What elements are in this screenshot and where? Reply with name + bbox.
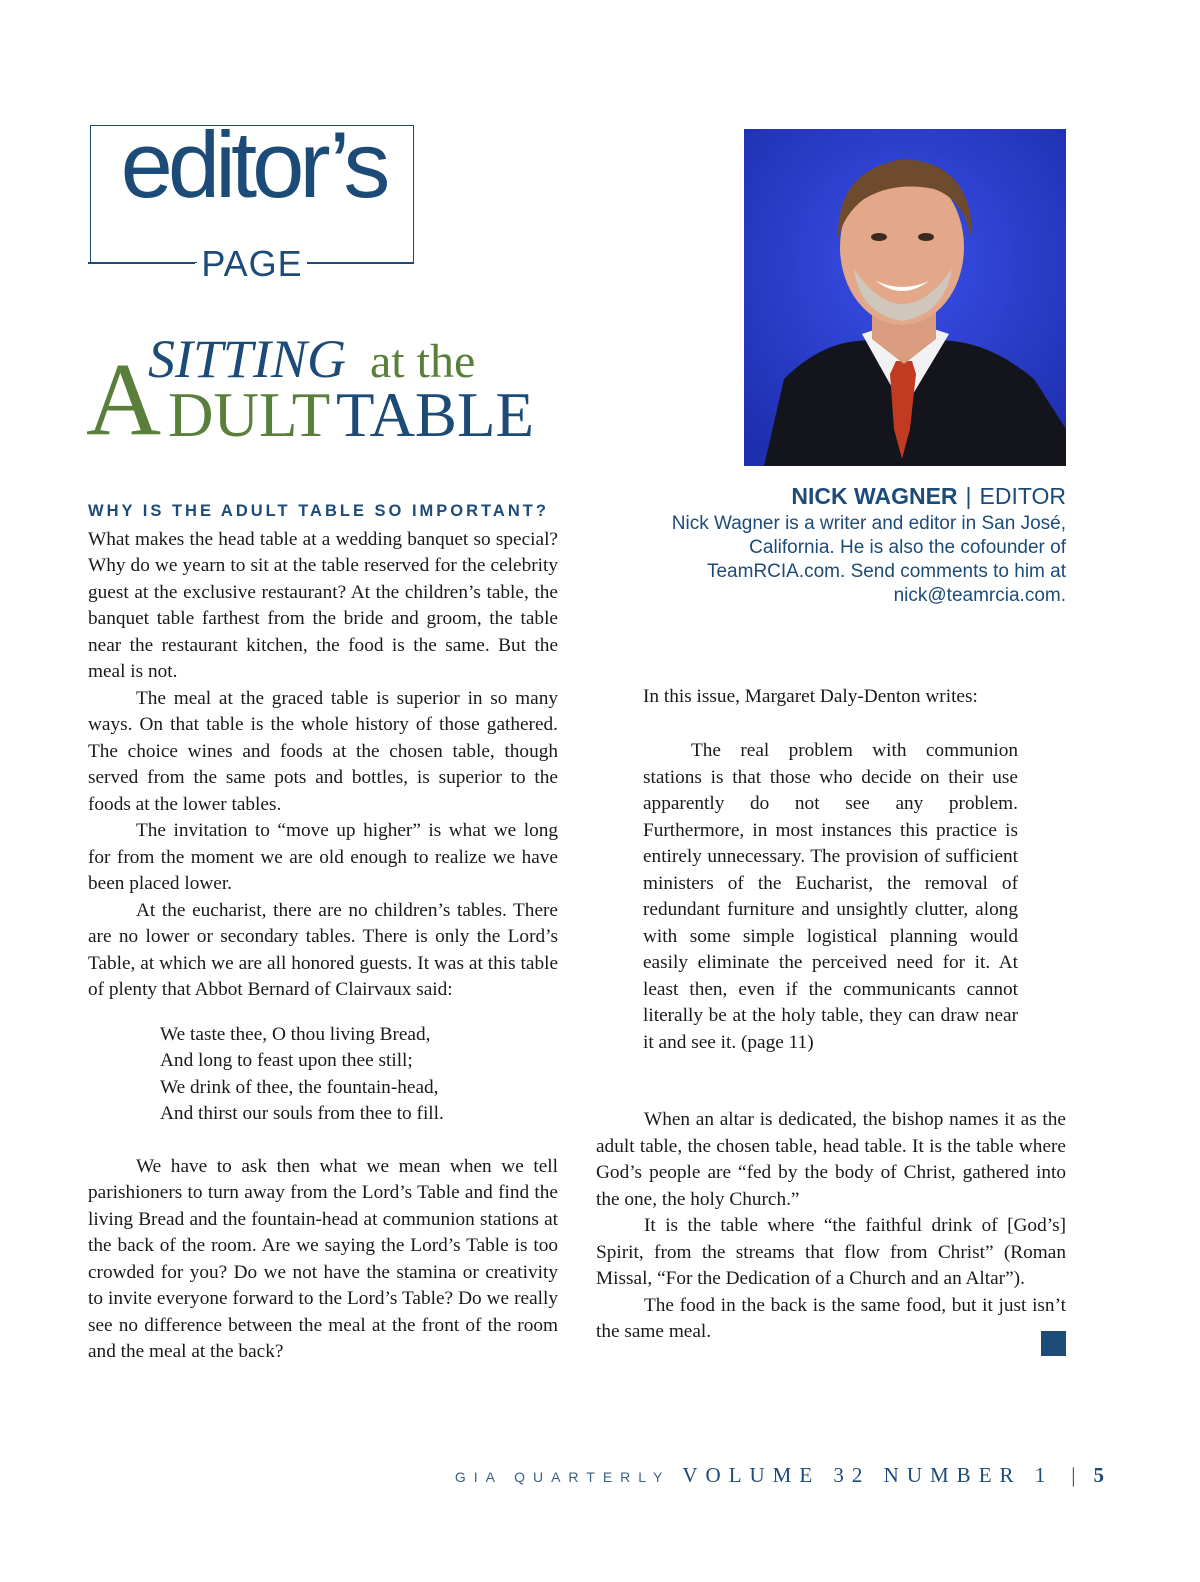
editor-name: NICK WAGNER (791, 483, 958, 509)
poem-line: And long to feast upon thee still; (160, 1050, 413, 1071)
paragraph: The food in the back is the same food, but it just isn’t the same meal. (596, 1294, 1066, 1342)
paragraph: We have to ask then what we mean when we tell parishioners to turn away from the Lord’s Table and find the living Bread and the fountain-head at communion stations at the back of the room. Are we saying the Lord’s Table is too crowded for you? Do we not have the stamina or creativity to invite everyone forward to the Lord’s Table? Do we really see no difference between the meal at the front of the room and the meal at the back? (88, 1155, 558, 1362)
title-sitting: SITTING (148, 329, 347, 389)
paragraph: The meal at the graced table is superior in so many ways. On that table is the whole history of those gathered. The choice wines and foods at the chosen table, though served from the same pots and bottles, is superior to the foods at the lower tables. (88, 687, 558, 815)
editor-byline (791, 483, 1066, 510)
paragraph: When an altar is dedicated, the bishop names it as the adult table, the chosen table, head table. It is the table where God’s people are “fed by the body of Christ, gathered into the one, the holy Church.” (596, 1109, 1066, 1210)
title-table: TABLE (336, 380, 534, 450)
block-quote (643, 738, 1018, 1056)
paragraph: What makes the head table at a wedding banquet so special? Why do we yearn to sit at the table reserved for the celebrity guest at the exclusive restaurant? At the children’s table, the banquet table farthest from the bride and groom, the table near the restaurant kitchen, the food is the same. But the meal is not. (88, 528, 558, 682)
quote-intro: In this issue, Margaret Daly-Denton writes: (643, 686, 978, 707)
footer-volume: VOLUME 32 NUMBER 1 (682, 1463, 1054, 1487)
poem-line: And thirst our souls from thee to fill. (160, 1103, 444, 1124)
logo-word: editor’s (120, 112, 386, 217)
title-dropcap: A (86, 342, 162, 457)
poem-line: We taste thee, O thou living Bread, (160, 1023, 431, 1045)
portrait-illustration (744, 129, 1066, 466)
section-kicker: WHY IS THE ADULT TABLE SO IMPORTANT? (88, 502, 549, 520)
footer-publication: GIA QUARTERLY (454, 1469, 671, 1485)
byline-separator: | (965, 483, 972, 509)
poem-block (160, 1022, 558, 1128)
page-number: 5 (1093, 1463, 1104, 1487)
page-footer (455, 1463, 1104, 1488)
right-column (596, 1107, 1066, 1346)
title-dult: DULT (168, 380, 331, 450)
logo-page-label: PAGE (88, 243, 416, 285)
paragraph: The invitation to “move up higher” is what we long for from the moment we are old enough to realize we have been placed lower. (88, 820, 558, 894)
editor-role: EDITOR (979, 483, 1066, 509)
editor-bio: Nick Wagner is a writer and editor in San José, California. He is also the cofounder of TeamRCIA.com. Send comments to him at nick@teamrcia.com. (671, 513, 1066, 606)
end-mark-square (1041, 1331, 1066, 1356)
quote-text: The real problem with communion stations is that those who decide on their use apparently do not see any problem. Furthermore, in most instances this practice is entirely unnecessary. The provision of sufficient ministers of the Eucharist, the removal of redundant furniture and unsightly clutter, along with some simple logistical planning would easily eliminate the perceived need for it. At least then, even if the communicants cannot literally be at the holy table, they can draw near it and see it. (page 11) (643, 740, 1018, 1053)
footer-separator: | (1071, 1463, 1076, 1487)
left-column (88, 498, 558, 1366)
paragraph: At the eucharist, there are no children’s tables. There are no lower or secondary tables. There is only the Lord’s Table, at which we are all honored guests. It was at this table of plenty that Abbot Bernard of Clairvaux said: (88, 899, 558, 1000)
poem-line: We drink of thee, the fountain-head, (160, 1076, 439, 1098)
paragraph: It is the table where “the faithful drink of [God’s] Spirit, from the streams that flow from Christ” (Roman Missal, “For the Dedication of a Church and an Altar”). (596, 1215, 1066, 1289)
logo-page-row (88, 243, 416, 284)
title-at-the: at the (370, 335, 476, 388)
editor-photo (744, 129, 1066, 466)
